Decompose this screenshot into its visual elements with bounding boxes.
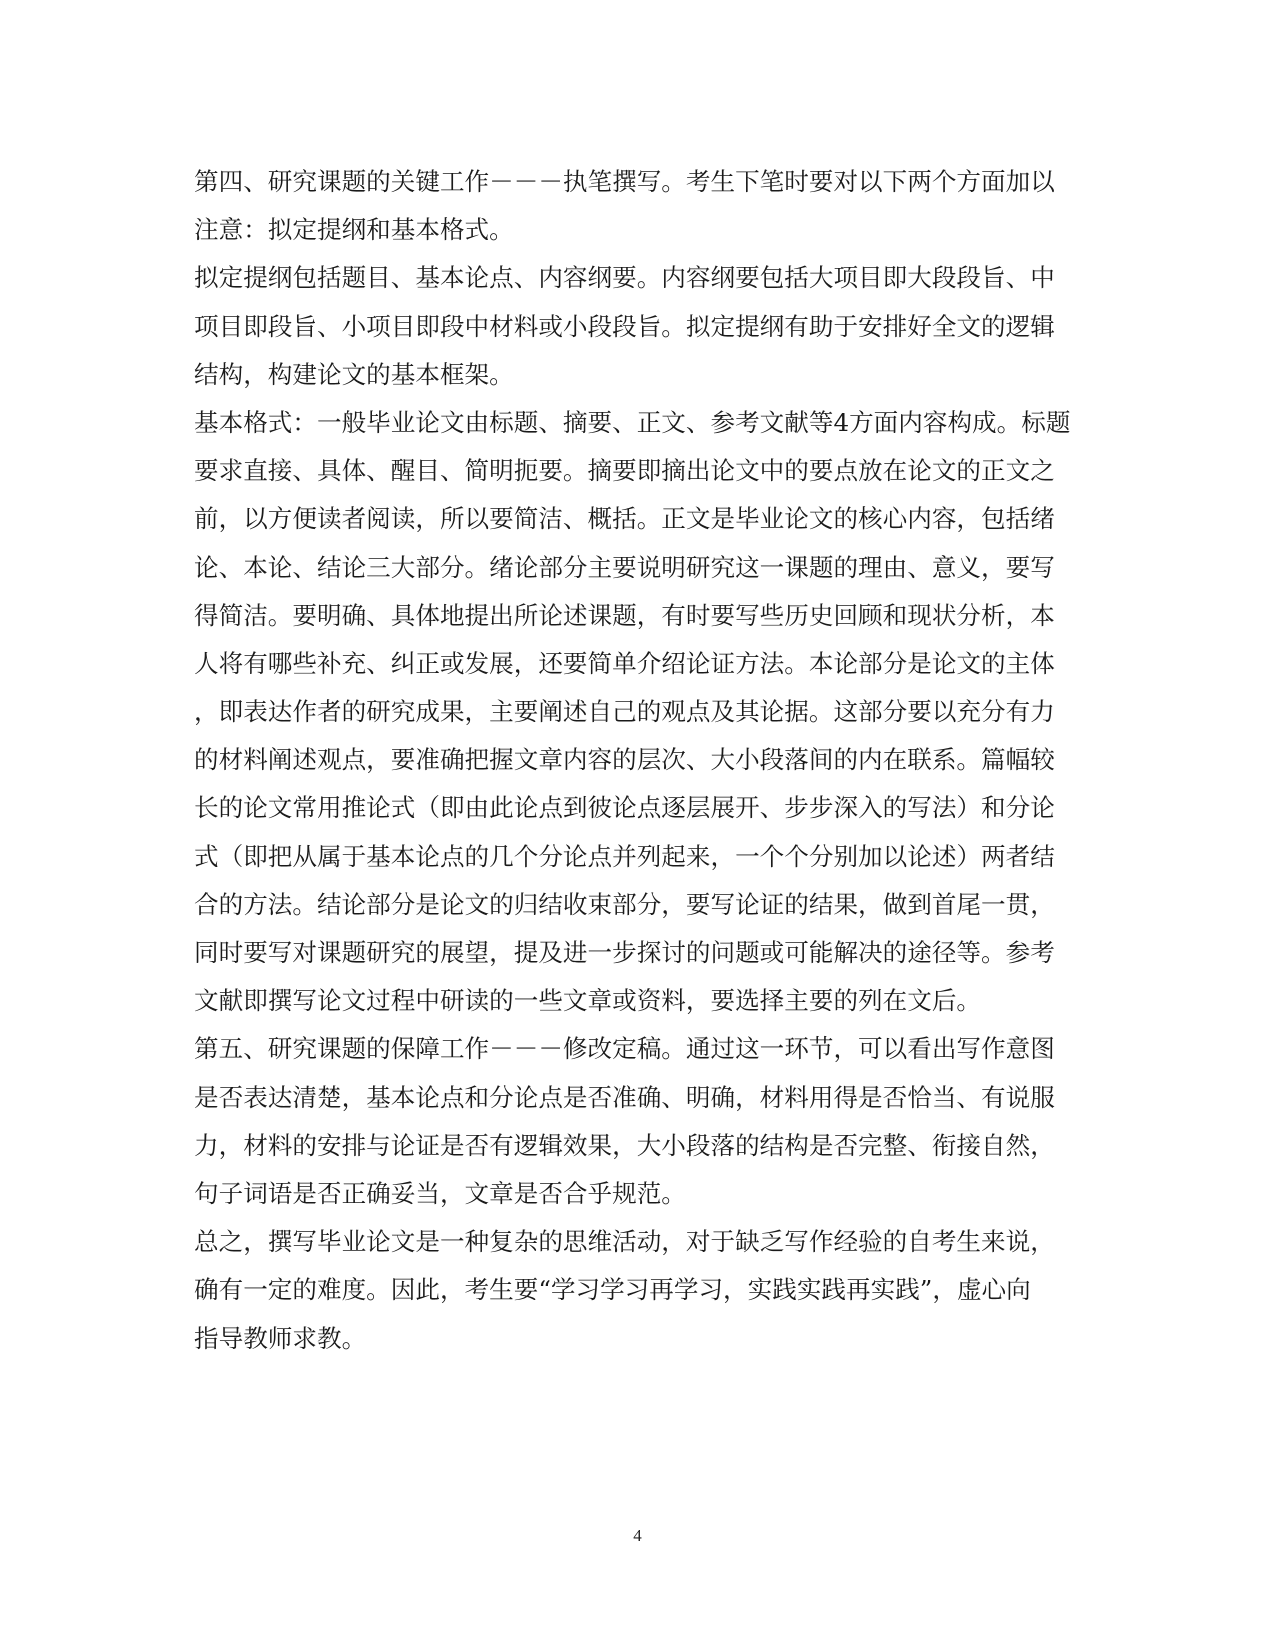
text-line: 前，以方便读者阅读，所以要简洁、概括。正文是毕业论文的核心内容，包括绪	[194, 504, 1055, 534]
text-line: 结构，构建论文的基本框架。	[194, 359, 514, 389]
body-text	[194, 158, 1084, 1363]
text-line: 注意：拟定提纲和基本格式。	[194, 215, 514, 245]
text-line: 总之，撰写毕业论文是一种复杂的思维活动，对于缺乏写作经验的自考生来说，	[194, 1227, 1055, 1257]
text-line: 力，材料的安排与论证是否有逻辑效果，大小段落的结构是否完整、衔接自然，	[194, 1130, 1055, 1160]
text-line: 人将有哪些补充、纠正或发展，还要简单介绍论证方法。本论部分是论文的主体	[194, 648, 1055, 678]
text-line: 得简洁。要明确、具体地提出所论述课题，有时要写些历史回顾和现状分析，本	[194, 600, 1055, 630]
text-line: 论、本论、结论三大部分。绪论部分主要说明研究这一课题的理由、意义，要写	[194, 552, 1055, 582]
text-line: 是否表达清楚，基本论点和分论点是否准确、明确，材料用得是否恰当、有说服	[194, 1082, 1055, 1112]
page-number: 4	[633, 1526, 642, 1545]
text-line: 项目即段旨、小项目即段中材料或小段段旨。拟定提纲有助于安排好全文的逻辑	[194, 311, 1055, 341]
text-line: 式（即把从属于基本论点的几个分论点并列起来，一个个分别加以论述）两者结	[194, 841, 1055, 871]
text-line: 要求直接、具体、醒目、简明扼要。摘要即摘出论文中的要点放在论文的正文之	[194, 456, 1055, 486]
text-line: 指导教师求教。	[194, 1323, 367, 1353]
text-line: ，即表达作者的研究成果，主要阐述自己的观点及其论据。这部分要以充分有力	[194, 697, 1055, 727]
text-line: 的材料阐述观点，要准确把握文章内容的层次、大小段落间的内在联系。篇幅较	[194, 745, 1055, 775]
text-line: 拟定提纲包括题目、基本论点、内容纲要。内容纲要包括大项目即大段段旨、中	[194, 263, 1055, 293]
text-line: 长的论文常用推论式（即由此论点到彼论点逐层展开、步步深入的写法）和分论	[194, 793, 1055, 823]
text-line: 同时要写对课题研究的展望，提及进一步探讨的问题或可能解决的途径等。参考	[194, 938, 1055, 967]
text-line: 确有一定的难度。因此，考生要“学习学习再学习，实践实践再实践”，虚心向	[194, 1275, 1031, 1305]
text-line: 基本格式：一般毕业论文由标题、摘要、正文、参考文献等4方面内容构成。标题	[194, 407, 1071, 437]
text-line: 第五、研究课题的保障工作－－－修改定稿。通过这一环节，可以看出写作意图	[194, 1034, 1055, 1064]
text-line: 合的方法。结论部分是论文的归结收束部分，要写论证的结果，做到首尾一贯，	[194, 889, 1055, 919]
text-line: 句子词语是否正确妥当，文章是否合乎规范。	[194, 1178, 686, 1208]
text-line: 第四、研究课题的关键工作－－－执笔撰写。考生下笔时要对以下两个方面加以	[194, 167, 1055, 196]
text-line: 文献即撰写论文过程中研读的一些文章或资料，要选择主要的列在文后。	[194, 986, 982, 1016]
